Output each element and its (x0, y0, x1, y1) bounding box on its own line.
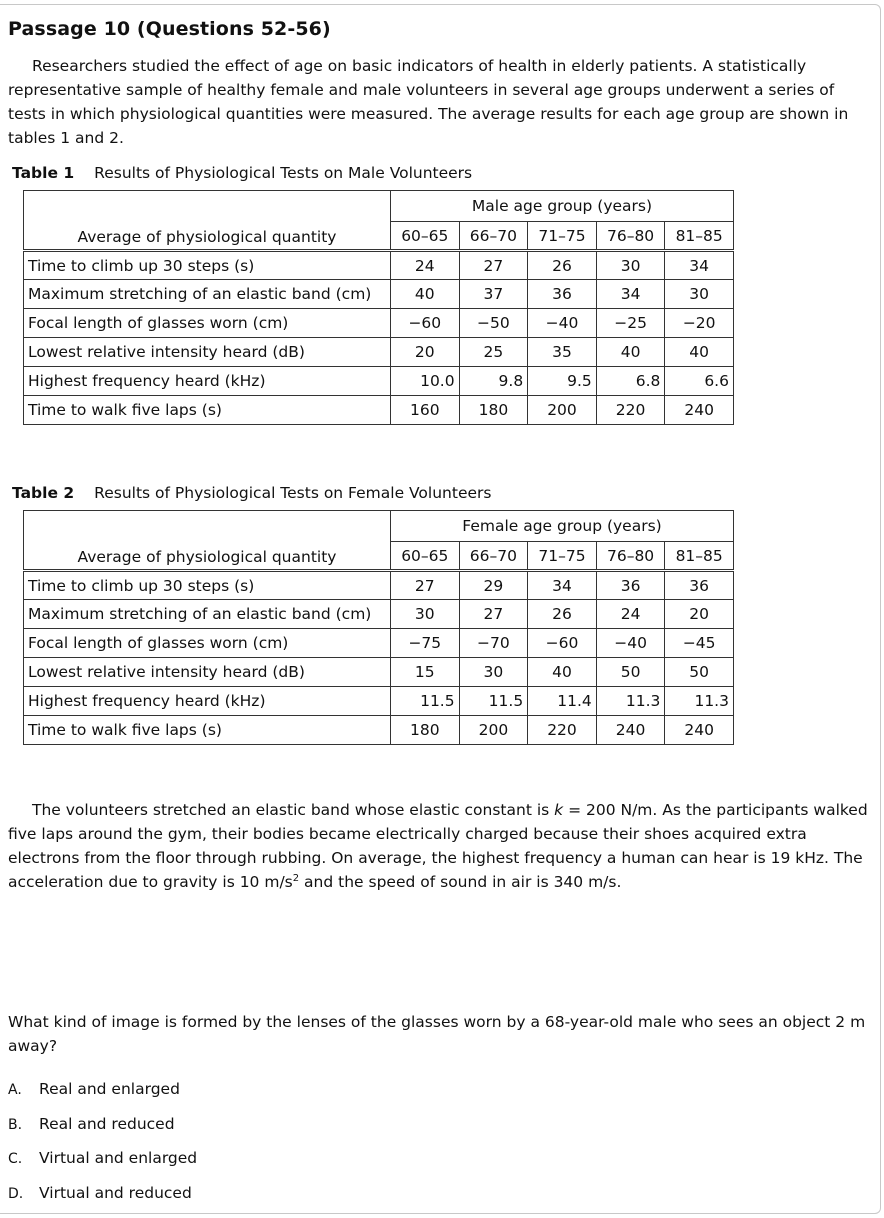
quantity-cell: Lowest relative intensity heard (dB) (24, 338, 391, 367)
value-cell: 6.6 (665, 367, 734, 396)
value-cell: 220 (596, 396, 665, 425)
value-cell: 37 (459, 280, 528, 309)
age-group-header: Male age group (years) (391, 191, 734, 222)
value-cell: 180 (391, 716, 460, 745)
age-group-header: Female age group (years) (391, 511, 734, 542)
exponent: 2 (292, 873, 300, 884)
table-row (24, 280, 734, 309)
female-results-table (23, 510, 734, 745)
value-cell: −45 (665, 629, 734, 658)
value-cell: 40 (665, 338, 734, 367)
table2-caption (12, 484, 491, 502)
value-cell: 220 (528, 716, 597, 745)
age-group-cell: 81–85 (665, 222, 734, 251)
value-cell: 27 (459, 251, 528, 280)
value-cell: 34 (665, 251, 734, 280)
age-group-cell: 60–65 (391, 542, 460, 571)
table-row (24, 600, 734, 629)
value-cell: 24 (391, 251, 460, 280)
value-cell: 160 (391, 396, 460, 425)
value-cell: 27 (459, 600, 528, 629)
quantity-cell: Focal length of glasses worn (cm) (24, 309, 391, 338)
value-cell: 11.5 (459, 687, 528, 716)
value-cell: −25 (596, 309, 665, 338)
value-cell: 34 (528, 571, 597, 600)
table2-title: Results of Physiological Tests on Female Volunteers (94, 484, 492, 502)
value-cell: 20 (391, 338, 460, 367)
value-cell: 26 (528, 600, 597, 629)
age-group-cell: 76–80 (596, 542, 665, 571)
value-cell: 11.4 (528, 687, 597, 716)
quantity-cell: Highest frequency heard (kHz) (24, 367, 391, 396)
value-cell: 180 (459, 396, 528, 425)
value-cell: −70 (459, 629, 528, 658)
question-text: What kind of image is formed by the lenses of the glasses worn by a 68-year-old male who sees an object 2 m away? (8, 1013, 866, 1055)
table1-title: Results of Physiological Tests on Male Volunteers (94, 164, 473, 182)
value-cell: −75 (391, 629, 460, 658)
value-cell: 240 (665, 716, 734, 745)
age-group-cell: 71–75 (528, 222, 597, 251)
quantity-header: Average of physiological quantity (24, 191, 391, 251)
choice-letter: A. (8, 1082, 22, 1098)
table-row (24, 658, 734, 687)
table-row (24, 309, 734, 338)
value-cell: 40 (596, 338, 665, 367)
value-cell: 240 (596, 716, 665, 745)
quantity-cell: Highest frequency heard (kHz) (24, 687, 391, 716)
value-cell: 15 (391, 658, 460, 687)
value-cell: 9.8 (459, 367, 528, 396)
table1-caption (12, 164, 472, 182)
value-cell: −60 (528, 629, 597, 658)
quantity-cell: Focal length of glasses worn (cm) (24, 629, 391, 658)
closing-text-2: = 200 N/m. As the participants walked five laps around the gym, their bodies became electrically charged because their shoes acquired extra electrons from the floor through rubbing. On average, the highest frequency a human can hear is 19 kHz. The acceleration due to gravity is 10 m/s (8, 801, 868, 891)
value-cell: 40 (528, 658, 597, 687)
value-cell: 50 (665, 658, 734, 687)
choice-text: Virtual and reduced (39, 1184, 192, 1202)
quantity-cell: Time to climb up 30 steps (s) (24, 571, 391, 600)
age-group-cell: 81–85 (665, 542, 734, 571)
choice-text: Virtual and enlarged (39, 1149, 198, 1167)
value-cell: 20 (665, 600, 734, 629)
choice-letter: C. (8, 1151, 23, 1167)
value-cell: 200 (459, 716, 528, 745)
value-cell: 34 (596, 280, 665, 309)
value-cell: 27 (391, 571, 460, 600)
intro-text: Researchers studied the effect of age on basic indicators of health in elderly patients. A statistically representative sample of healthy female and male volunteers in several age groups underwent a series of tests in which physiological quantities were measured. The average results for each age group are shown in tables 1 and 2. (8, 57, 849, 147)
choice-c[interactable] (8, 1149, 197, 1167)
value-cell: 30 (459, 658, 528, 687)
quantity-header: Average of physiological quantity (24, 511, 391, 571)
table2-label: Table 2 (12, 484, 75, 502)
value-cell: 30 (596, 251, 665, 280)
age-group-cell: 66–70 (459, 222, 528, 251)
value-cell: 40 (391, 280, 460, 309)
quantity-cell: Lowest relative intensity heard (dB) (24, 658, 391, 687)
value-cell: 35 (528, 338, 597, 367)
age-group-cell: 76–80 (596, 222, 665, 251)
closing-paragraph (8, 798, 870, 894)
quantity-cell: Maximum stretching of an elastic band (cm) (24, 280, 391, 309)
choice-text: Real and reduced (39, 1115, 175, 1133)
intro-paragraph (8, 54, 870, 150)
table-row (24, 716, 734, 745)
value-cell: −60 (391, 309, 460, 338)
value-cell: 10.0 (391, 367, 460, 396)
value-cell: 200 (528, 396, 597, 425)
table1-label: Table 1 (12, 164, 75, 182)
quantity-cell: Maximum stretching of an elastic band (cm) (24, 600, 391, 629)
value-cell: −50 (459, 309, 528, 338)
value-cell: 6.8 (596, 367, 665, 396)
quantity-cell: Time to walk five laps (s) (24, 716, 391, 745)
value-cell: 240 (665, 396, 734, 425)
value-cell: 24 (596, 600, 665, 629)
value-cell: 11.3 (596, 687, 665, 716)
choice-d[interactable] (8, 1184, 192, 1202)
value-cell: 25 (459, 338, 528, 367)
value-cell: 11.3 (665, 687, 734, 716)
table-row (24, 571, 734, 600)
value-cell: 36 (665, 571, 734, 600)
closing-text-3: and the speed of sound in air is 340 m/s. (299, 873, 622, 891)
choice-letter: B. (8, 1117, 23, 1133)
value-cell: 50 (596, 658, 665, 687)
age-group-cell: 66–70 (459, 542, 528, 571)
table-row (24, 338, 734, 367)
table-row (24, 396, 734, 425)
k-symbol: k (554, 801, 564, 819)
value-cell: 36 (596, 571, 665, 600)
choice-a[interactable] (8, 1080, 180, 1098)
value-cell: 9.5 (528, 367, 597, 396)
quantity-cell: Time to climb up 30 steps (s) (24, 251, 391, 280)
age-group-cell: 60–65 (391, 222, 460, 251)
choice-b[interactable] (8, 1115, 175, 1133)
passage-title: Passage 10 (Questions 52-56) (8, 18, 331, 40)
value-cell: 11.5 (391, 687, 460, 716)
value-cell: 29 (459, 571, 528, 600)
table-header-row (24, 511, 734, 542)
value-cell: −40 (528, 309, 597, 338)
age-group-cell: 71–75 (528, 542, 597, 571)
value-cell: −20 (665, 309, 734, 338)
choice-text: Real and enlarged (39, 1080, 180, 1098)
choice-letter: D. (8, 1186, 24, 1202)
value-cell: 30 (665, 280, 734, 309)
table-row (24, 629, 734, 658)
value-cell: 36 (528, 280, 597, 309)
value-cell: −40 (596, 629, 665, 658)
table-header-row (24, 191, 734, 222)
closing-text-1: The volunteers stretched an elastic band whose elastic constant is (32, 801, 555, 819)
table-row (24, 367, 734, 396)
value-cell: 26 (528, 251, 597, 280)
table-row (24, 687, 734, 716)
table-row (24, 251, 734, 280)
male-results-table (23, 190, 734, 425)
quantity-cell: Time to walk five laps (s) (24, 396, 391, 425)
value-cell: 30 (391, 600, 460, 629)
